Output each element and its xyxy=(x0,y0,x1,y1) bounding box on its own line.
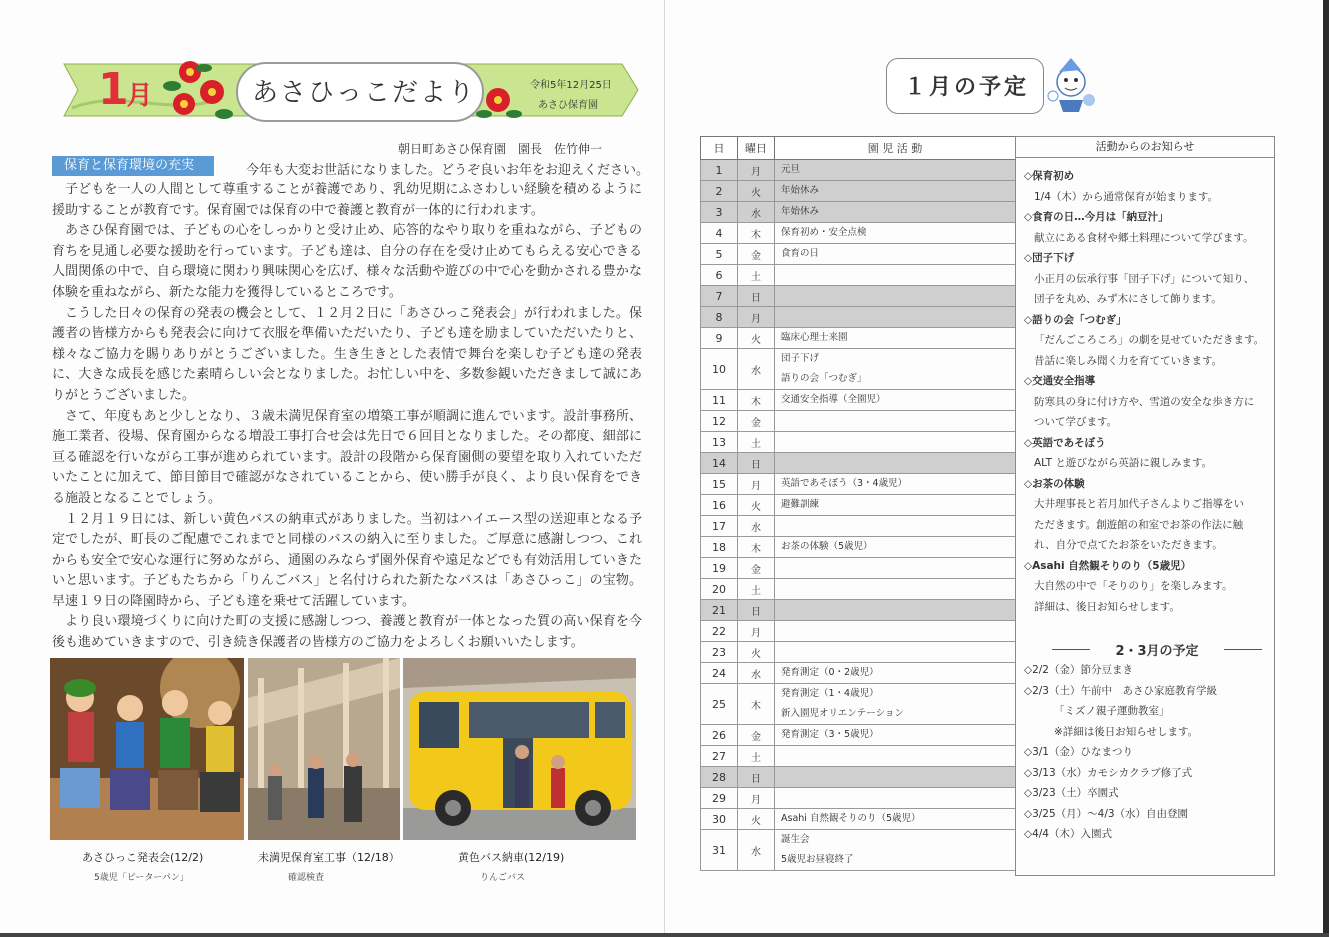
weekday-cell: 水 xyxy=(738,349,775,390)
activity-item: 年始休み xyxy=(781,206,820,217)
weekday-cell: 日 xyxy=(738,453,775,474)
weekday-cell: 日 xyxy=(738,767,775,788)
activity-item: 元旦 xyxy=(781,164,801,175)
newsletter-title: あさひっこだより xyxy=(252,78,477,108)
day-cell: 6 xyxy=(701,265,738,286)
photo-caption: 黄色バス納車(12/19) xyxy=(458,851,565,864)
day-cell: 22 xyxy=(701,621,738,642)
day-cell: 15 xyxy=(701,474,738,495)
activity-cell xyxy=(775,746,1016,767)
notice-heading: ◇Asahi 自然観そりのり（5歳児） xyxy=(1024,559,1192,572)
activity-item: お茶の体験（5歳児） xyxy=(781,541,873,552)
day-cell: 7 xyxy=(701,286,738,307)
activity-cell xyxy=(775,432,1016,453)
schedule-row xyxy=(701,474,1016,495)
activity-cell xyxy=(775,809,1016,830)
day-cell: 28 xyxy=(701,767,738,788)
activity-cell xyxy=(775,307,1016,328)
future-schedule-title: 2・3月の予定 xyxy=(1052,640,1262,659)
notice-text: 詳細は、後日お知らせします。 xyxy=(1034,600,1180,613)
weekday-cell: 金 xyxy=(738,411,775,432)
paragraph: より良い環境づくりに向けた町の支援に感謝しつつ、養護と教育が一体となった質の高い保育を今後も進めていきますので、引き続き保護者の皆様方のご協力をよろしくお願いいたします。 xyxy=(52,614,642,651)
schedule-row xyxy=(701,725,1016,746)
notice-heading: ◇食育の日…今月は「納豆汁」 xyxy=(1024,211,1169,223)
activity-cell xyxy=(775,621,1016,642)
activity-cell xyxy=(775,328,1016,349)
day-cell: 14 xyxy=(701,453,738,474)
notice-text: ただきます。創遊館の和室でお茶の作法に触 xyxy=(1034,518,1244,531)
schedule-row xyxy=(701,642,1016,663)
day-cell: 26 xyxy=(701,725,738,746)
activity-cell xyxy=(775,579,1016,600)
weekday-cell: 月 xyxy=(738,621,775,642)
weekday-cell: 木 xyxy=(738,390,775,411)
weekday-cell: 金 xyxy=(738,244,775,265)
activity-item: 発育測定（0・2歳児） xyxy=(781,667,879,678)
activity-item: 英語であそぼう（3・4歳児） xyxy=(781,478,908,489)
weekday-cell: 木 xyxy=(738,684,775,725)
schedule-row xyxy=(701,746,1016,767)
weekday-cell: 月 xyxy=(738,160,775,181)
schedule-row xyxy=(701,328,1016,349)
schedule-row xyxy=(701,390,1016,411)
day-cell: 5 xyxy=(701,244,738,265)
schedule-row xyxy=(701,453,1016,474)
author-line: 朝日町あさひ保育園 園長 佐竹伸一 xyxy=(398,142,603,156)
issuer-name: あさひ保育園 xyxy=(538,100,598,111)
future-item: 「ミズノ親子運動教室」 xyxy=(1054,705,1170,717)
photo-yellow-bus xyxy=(403,658,636,840)
activity-item: 発育測定（1・4歳児） xyxy=(781,688,879,699)
header-notice: 活動からのお知らせ xyxy=(1015,136,1275,158)
activity-cell xyxy=(775,349,1016,390)
schedule-row xyxy=(701,160,1016,181)
activity-cell xyxy=(775,725,1016,746)
schedule-row xyxy=(701,809,1016,830)
activity-cell xyxy=(775,830,1016,871)
weekday-cell: 金 xyxy=(738,558,775,579)
activity-cell xyxy=(775,558,1016,579)
paragraph: あさひ保育園では、子どもの心をしっかりと受け止め、応答的なやり取りを重ねながら、子どもの育ちを見通し必要な援助を行っています。子ども達は、自分の存在を受け止めてもらえる安心できる人間関係の中で、自ら環境に関わり興味関心を広げ、様々な活動や遊びの中で心を動かされる豊かな体験を重ねながら、新たな能力を獲得しているところです。 xyxy=(52,223,642,300)
day-cell: 17 xyxy=(701,516,738,537)
day-cell: 2 xyxy=(701,181,738,202)
weekday-cell: 水 xyxy=(738,516,775,537)
paragraph: 子どもを一人の人間として尊重することが養護であり、乳幼児期にふさわしい経験を積めるように援助することが教育です。保育園では保育の中で養護と教育が一体的に行われます。 xyxy=(52,182,642,218)
schedule-row xyxy=(701,181,1016,202)
schedule-row xyxy=(701,663,1016,684)
activity-item: 5歳児お昼寝終了 xyxy=(781,854,854,865)
activity-cell xyxy=(775,286,1016,307)
schedule-row xyxy=(701,265,1016,286)
schedule-row xyxy=(701,621,1016,642)
schedule-row xyxy=(701,349,1016,390)
notice-heading: ◇英語であそぼう xyxy=(1024,436,1106,449)
future-item: ◇4/4（木）入園式 xyxy=(1024,828,1112,840)
schedule-row xyxy=(701,516,1016,537)
schedule-row xyxy=(701,537,1016,558)
future-item: ◇3/25（月）～4/3（水）自由登園 xyxy=(1024,807,1189,820)
activity-item: 食育の日 xyxy=(781,248,820,259)
schedule-row xyxy=(701,767,1016,788)
schedule-row xyxy=(701,600,1016,621)
activity-item: 避難訓練 xyxy=(781,499,820,510)
day-cell: 4 xyxy=(701,223,738,244)
activity-item: 新入園児オリエンテーション xyxy=(781,708,904,719)
schedule-row xyxy=(701,579,1016,600)
future-item: ◇3/13（水）カモシカクラブ修了式 xyxy=(1024,766,1193,779)
notice-text: 献立にある食材や郷土料理について学びます。 xyxy=(1034,231,1254,244)
schedule-row xyxy=(701,202,1016,223)
weekday-cell: 土 xyxy=(738,432,775,453)
schedule-row xyxy=(701,223,1016,244)
weekday-cell: 水 xyxy=(738,202,775,223)
day-cell: 16 xyxy=(701,495,738,516)
day-cell: 21 xyxy=(701,600,738,621)
notice-text: ALT と遊びながら英語に親しみます。 xyxy=(1034,457,1212,469)
notice-heading: ◇団子下げ xyxy=(1024,252,1075,264)
paragraph: さて、年度もあと少しとなり、３歳未満児保育室の増築工事が順調に進んでいます。設計事務所、施工業者、役場、保育園からなる増設工事打合せ会は先日で６回目となりました。その都度、細部に亘る確認を行いながら工事が進められています。設計の段階から保育園側の要望を取り入れていただいたことに加えて、節目節目で確認がなされていることから、使い勝手が良く、より良い保育をできる施設となることでしょう。 xyxy=(52,408,642,506)
weekday-cell: 月 xyxy=(738,788,775,809)
day-cell: 29 xyxy=(701,788,738,809)
photo-recital xyxy=(50,658,244,840)
activity-cell xyxy=(775,411,1016,432)
activity-cell xyxy=(775,495,1016,516)
activity-cell xyxy=(775,788,1016,809)
section-tag: 保育と保育環境の充実 xyxy=(52,156,214,176)
page-fold xyxy=(664,0,665,937)
activity-cell xyxy=(775,642,1016,663)
activity-item: 語りの会「つむぎ」 xyxy=(781,373,867,384)
day-cell: 25 xyxy=(701,684,738,725)
photo-construction xyxy=(248,658,400,840)
photo-subcaption: りんごバス xyxy=(480,873,526,883)
weekday-cell: 土 xyxy=(738,579,775,600)
future-item: ※詳細は後日お知らせします。 xyxy=(1054,725,1199,738)
notice-heading: ◇交通安全指導 xyxy=(1024,375,1096,387)
weekday-cell: 水 xyxy=(738,663,775,684)
header-activity: 園 児 活 動 xyxy=(775,137,1016,160)
day-cell: 13 xyxy=(701,432,738,453)
activity-cell xyxy=(775,474,1016,495)
day-cell: 19 xyxy=(701,558,738,579)
schedule-row xyxy=(701,244,1016,265)
activity-cell xyxy=(775,537,1016,558)
future-item: ◇3/1（金）ひなまつり xyxy=(1024,746,1133,758)
schedule-row xyxy=(701,307,1016,328)
future-schedule-list xyxy=(1024,660,1272,845)
notice-text: 「だんごころころ」の劇を見せていただきます。 xyxy=(1034,334,1265,346)
weekday-cell: 火 xyxy=(738,809,775,830)
weekday-cell: 木 xyxy=(738,537,775,558)
activity-cell xyxy=(775,767,1016,788)
schedule-row xyxy=(701,286,1016,307)
notice-text: 防寒具の身に付け方や、雪道の安全な歩き方に xyxy=(1034,395,1255,408)
schedule-row xyxy=(701,788,1016,809)
page-edge xyxy=(0,933,1329,937)
schedule-table xyxy=(700,136,1016,871)
future-item: ◇2/2（金）節分豆まき xyxy=(1024,664,1133,676)
day-cell: 1 xyxy=(701,160,738,181)
notice-text: 小正月の伝承行事「団子下げ」について知り、 xyxy=(1034,272,1255,285)
activity-cell xyxy=(775,516,1016,537)
notice-heading: ◇お茶の体験 xyxy=(1024,477,1085,490)
snowman-mascot-icon xyxy=(1045,56,1101,112)
photo-subcaption: 確認検査 xyxy=(288,873,325,883)
weekday-cell: 金 xyxy=(738,725,775,746)
page-edge xyxy=(1323,0,1329,937)
activity-cell xyxy=(775,244,1016,265)
weekday-cell: 日 xyxy=(738,600,775,621)
activity-cell xyxy=(775,663,1016,684)
weekday-cell: 火 xyxy=(738,642,775,663)
notice-text: れ、自分で点てたお茶をいただきます。 xyxy=(1034,539,1223,551)
activity-item: 臨床心理士来園 xyxy=(781,332,848,343)
day-cell: 3 xyxy=(701,202,738,223)
notice-text: 1/4（木）から通常保育が始まります。 xyxy=(1034,190,1219,203)
activity-cell xyxy=(775,160,1016,181)
activity-cell xyxy=(775,684,1016,725)
schedule-row xyxy=(701,411,1016,432)
schedule-title: １月の予定 xyxy=(904,75,1030,100)
day-cell: 8 xyxy=(701,307,738,328)
notice-text: 大自然の中で「そりのり」を楽しみます。 xyxy=(1034,580,1233,592)
photo-subcaption: 5歳児「ピーターパン」 xyxy=(94,873,189,883)
notice-text: 団子を丸め、みず木にさして飾ります。 xyxy=(1034,293,1222,305)
header-day: 日 xyxy=(701,137,738,160)
schedule-row xyxy=(701,830,1016,871)
day-cell: 9 xyxy=(701,328,738,349)
paragraph: こうした日々の保育の発表の機会として、１２月２日に「あさひっこ発表会」が行われました。保護者の皆様方からも発表会に向けて衣服を準備いただいたり、子ども達を励ましていただいたりと、様々なご協力を賜りありがとうございました。生き生きとした表情で舞台を楽しむ子ども達の発表に、大きな成長を感じた素晴らしい会となりました。お忙しい中を、多数参観いただきまして誠にありがとうございました。 xyxy=(52,305,642,403)
activity-cell xyxy=(775,181,1016,202)
day-cell: 24 xyxy=(701,663,738,684)
weekday-cell: 火 xyxy=(738,328,775,349)
schedule-row xyxy=(701,684,1016,725)
header-weekday: 曜日 xyxy=(738,137,775,160)
activity-item: 年始休み xyxy=(781,185,820,196)
activity-item: 交通安全指導（全園児） xyxy=(781,394,886,405)
day-cell: 23 xyxy=(701,642,738,663)
notice-heading: ◇保育初め xyxy=(1024,170,1075,182)
activity-item: 誕生会 xyxy=(781,834,810,845)
article-body xyxy=(52,180,642,654)
notice-text: 昔話に楽しみ聞く力を育てていきます。 xyxy=(1034,354,1223,367)
schedule-row xyxy=(701,558,1016,579)
future-item: ◇3/23（土）卒園式 xyxy=(1024,787,1119,799)
photo-caption: あさひっこ発表会(12/2) xyxy=(82,851,204,864)
day-cell: 31 xyxy=(701,830,738,871)
weekday-cell: 火 xyxy=(738,181,775,202)
day-cell: 10 xyxy=(701,349,738,390)
notice-text: ついて学びます。 xyxy=(1034,416,1118,428)
weekday-cell: 日 xyxy=(738,286,775,307)
activity-item: 保育初め・安全点検 xyxy=(781,227,867,238)
weekday-cell: 月 xyxy=(738,307,775,328)
activity-cell xyxy=(775,265,1016,286)
weekday-cell: 土 xyxy=(738,265,775,286)
day-cell: 20 xyxy=(701,579,738,600)
issue-date: 令和5年12月25日 xyxy=(530,80,612,91)
weekday-cell: 火 xyxy=(738,495,775,516)
notice-list xyxy=(1024,166,1270,617)
month-number: 1月 xyxy=(98,64,151,115)
day-cell: 12 xyxy=(701,411,738,432)
activity-cell xyxy=(775,223,1016,244)
activity-cell xyxy=(775,453,1016,474)
camellia-flowers-illustration xyxy=(160,58,240,124)
activity-cell xyxy=(775,202,1016,223)
schedule-row xyxy=(701,495,1016,516)
notice-heading: ◇語りの会「つむぎ」 xyxy=(1024,313,1127,326)
activity-cell xyxy=(775,600,1016,621)
weekday-cell: 木 xyxy=(738,223,775,244)
activity-item: 発育測定（3・5歳児） xyxy=(781,729,879,740)
activity-item: Asahi 自然観そりのり（5歳児） xyxy=(781,813,921,824)
activity-item: 団子下げ xyxy=(781,353,820,364)
day-cell: 30 xyxy=(701,809,738,830)
day-cell: 18 xyxy=(701,537,738,558)
weekday-cell: 月 xyxy=(738,474,775,495)
weekday-cell: 土 xyxy=(738,746,775,767)
paragraph: １２月１９日には、新しい黄色バスの納車式がありました。当初はハイエース型の送迎車となる予定でしたが、町長のご配慮でこれまでと同様のバスの納入に至りました。ご厚意に感謝しつつ、これからも安全で安心な運行に努めながら、通園のみならず園外保育や遠足などでも有効活用していきたいと思います。子どもたちから「りんごバス」と名付けられた新たなバスは「あさひっこ」の宝物。早速１９日の降園時から、子ども達を乗せて活躍しています。 xyxy=(52,511,642,609)
weekday-cell: 水 xyxy=(738,830,775,871)
notice-text: 大井理事長と若月加代子さんよりご指導をい xyxy=(1034,498,1244,510)
schedule-row xyxy=(701,432,1016,453)
greeting-text: 今年も大変お世話になりました。どうぞ良いお年をお迎えください。 xyxy=(246,163,650,178)
future-item: ◇2/3（土）午前中 あさひ家庭教育学級 xyxy=(1024,684,1217,697)
day-cell: 27 xyxy=(701,746,738,767)
photo-caption: 未満児保育室工事（12/18） xyxy=(258,851,400,864)
activity-cell xyxy=(775,390,1016,411)
day-cell: 11 xyxy=(701,390,738,411)
